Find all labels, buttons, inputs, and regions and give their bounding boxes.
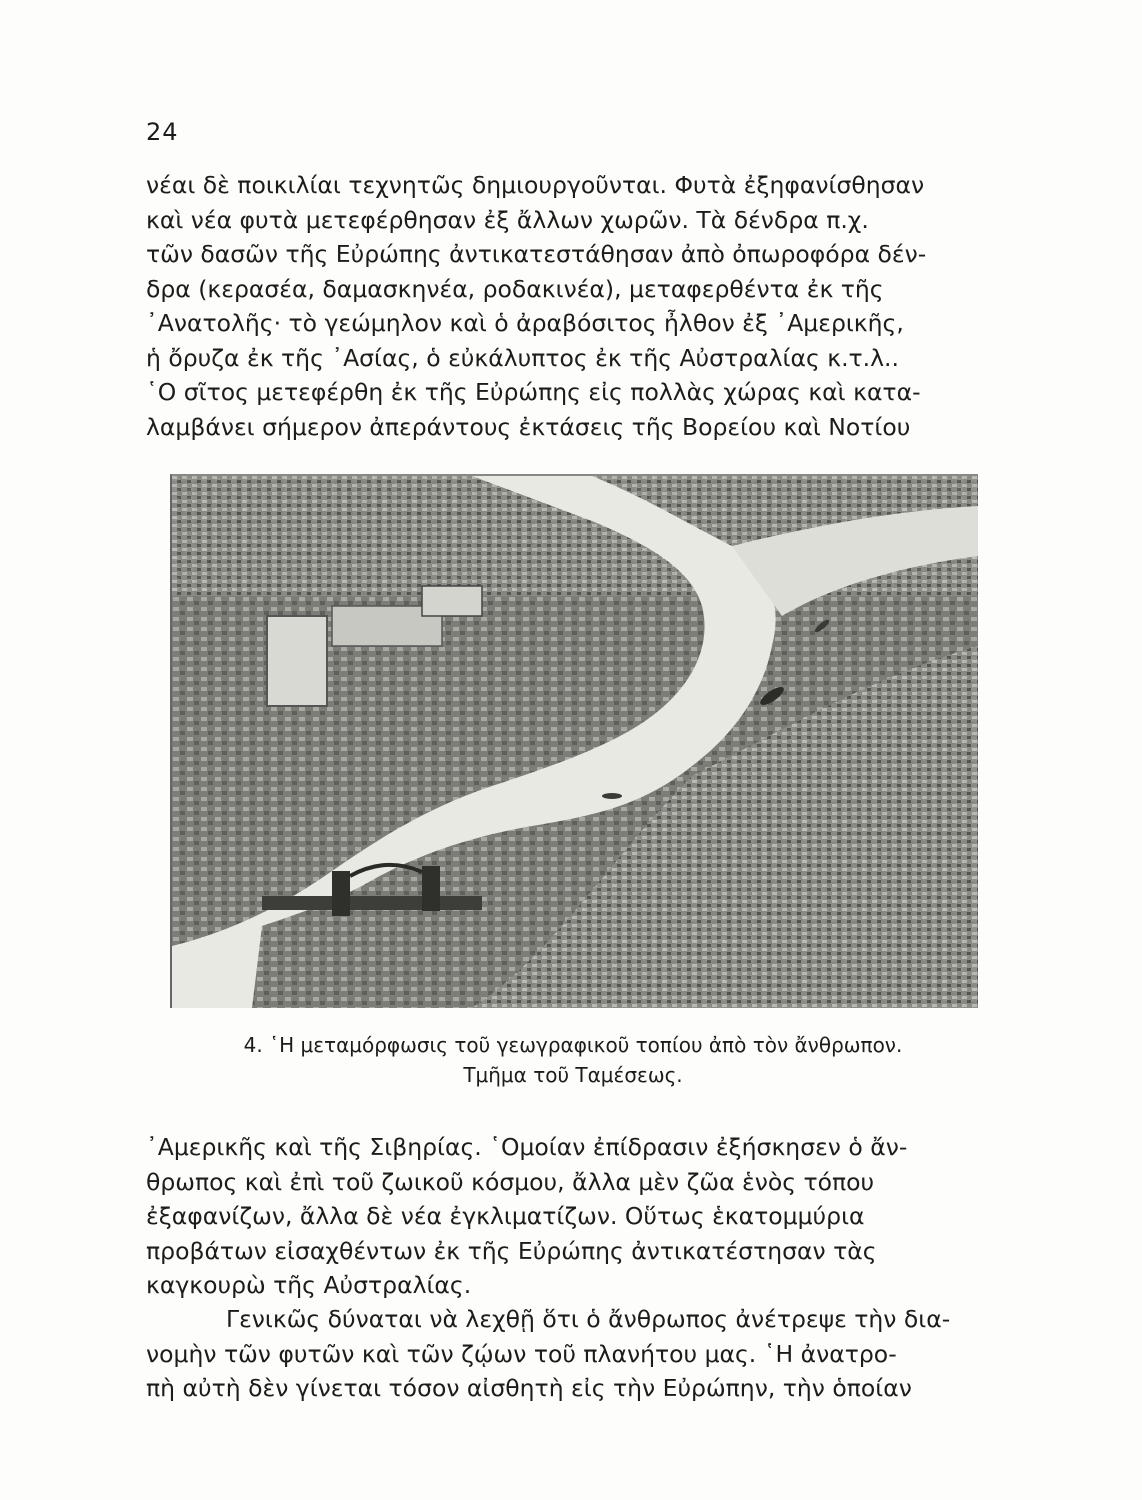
text-line: ῾Ο σῖτος μετεφέρθη ἐκ τῆς Εὐρώπης εἰς πολλὰς χώρας καὶ κατα- [146, 378, 921, 406]
text-line: λαμβάνει σήμερον ἀπεράντους ἐκτάσεις τῆς Βορείου καὶ Νοτίου [146, 412, 911, 441]
text-line: ᾿Αμερικῆς καὶ τῆς Σιβηρίας. ῾Ομοίαν ἐπίδρασιν ἐξήσκησεν ὁ ἄν- [146, 1133, 908, 1161]
paragraph-top [146, 168, 986, 444]
text-line: τῶν δασῶν τῆς Εὐρώπης ἀντικατεστάθησαν ἀπὸ ὀπωροφόρα δέν- [146, 240, 927, 268]
text-line: ἡ ὄρυζα ἐκ τῆς ᾿Ασίας, ὁ εὐκάλυπτος ἐκ τῆς Αὐστραλίας κ.τ.λ.. [146, 343, 899, 372]
text-line: προβάτων εἰσαχθέντων ἐκ τῆς Εὐρώπης ἀντικατέστησαν τὰς [146, 1236, 877, 1265]
paragraph-bottom [146, 1302, 986, 1406]
text-line: θρωπος καὶ ἐπὶ τοῦ ζωικοῦ κόσμου, ἄλλα μὲν ζῶα ἑνὸς τόπου [146, 1167, 875, 1196]
aerial-photo-illustration [172, 476, 978, 1008]
page-number: 24 [146, 118, 179, 146]
text-line: καγκουρὼ τῆς Αὐστραλίας. [146, 1271, 472, 1299]
caption-line: Τμῆμα τοῦ Ταμέσεως. [463, 1063, 683, 1087]
thames-aerial-photo [170, 474, 978, 1008]
text-line: πὴ αὐτὴ δὲν γίνεται τόσον αἰσθητὴ εἰς τὴν Εὐρώπην, τὴν ὁποίαν [146, 1374, 912, 1402]
text-line: ᾿Ανατολῆς· τὸ γεώμηλον καὶ ὁ ἀραβόσιτος ἦλθον ἐξ ᾿Αμερικῆς, [146, 309, 904, 337]
text-line: δρα (κερασέα, δαμασκηνέα, ροδακινέα), μεταφερθέντα ἐκ τῆς [146, 274, 884, 303]
dock-basin [267, 616, 327, 706]
figure-caption [170, 1030, 976, 1090]
text-line: νέαι δὲ ποικιλίαι τεχνητῶς δημιουργοῦνται. Φυτὰ ἐξηφανίσθησαν [146, 171, 925, 199]
text-line: Γενικῶς δύναται νὰ λεχθῇ ὅτι ὁ ἄνθρωπος ἀνέτρεψε τὴν δια- [226, 1305, 951, 1333]
paragraph-middle [146, 1130, 986, 1303]
text-line: νομὴν τῶν φυτῶν καὶ τῶν ζῴων τοῦ πλανήτου μας. ῾Η ἀνατρο- [146, 1339, 897, 1368]
caption-line: 4. ῾Η μεταμόρφωσις τοῦ γεωγραφικοῦ τοπίου ἀπὸ τὸν ἄνθρωπον. [243, 1033, 903, 1057]
text-line: ἐξαφανίζων, ἄλλα δὲ νέα ἐγκλιματίζων. Οὕτως ἑκατομμύρια [146, 1202, 865, 1230]
ship [602, 793, 622, 799]
text-line: καὶ νέα φυτὰ μετεφέρθησαν ἐξ ἄλλων χωρῶν. Τὰ δένδρα π.χ. [146, 205, 869, 234]
